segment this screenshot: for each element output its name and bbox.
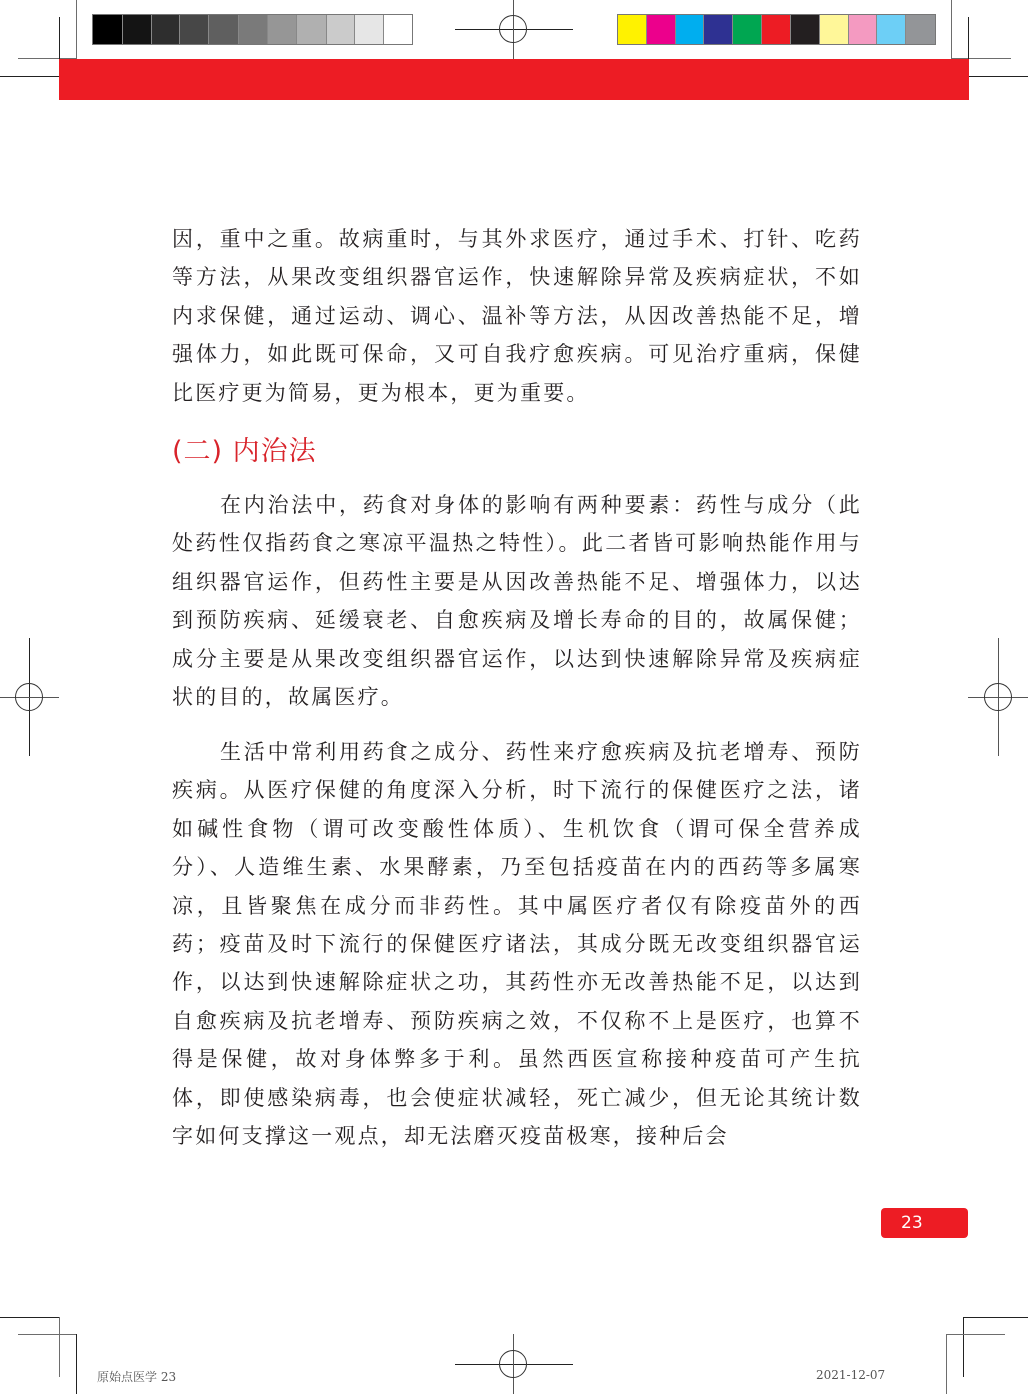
section-heading: (二) 内治法	[172, 436, 317, 467]
registration-mark-left-circle	[15, 683, 43, 711]
crop-mark-bottom-left-horizontal-inner	[18, 1334, 76, 1335]
crop-mark-bottom-right-horizontal-outer	[963, 1317, 1028, 1318]
gray-swatch	[152, 15, 181, 44]
crop-mark-bottom-right-vertical-outer	[963, 1317, 964, 1377]
color-swatch-yellow	[618, 15, 647, 44]
grayscale-color-bar	[92, 14, 413, 45]
color-swatch-cyan	[676, 15, 705, 44]
paragraph-1: 在内治法中，药食对身体的影响有两种要素：药性与成分（此处药性仅指药食之寒凉平温热之特性）。此二者皆可影响热能作用与组织器官运作，但药性主要是从因改善热能不足、增强体力，以达到预防疾病、延缓衰老、自愈疾病及增长寿命的目的，故属保健；成分主要是从果改变组织器官运作，以达到快速解除异常及疾病症状的目的，故属医疗。	[172, 493, 862, 710]
paragraph-2-block	[172, 733, 862, 1155]
crop-mark-top-right-horizontal-outer	[968, 76, 1028, 77]
crop-mark-bottom-right-horizontal-inner	[946, 1334, 1005, 1335]
crop-mark-top-left-vertical-inner	[76, 0, 77, 60]
intro-paragraph-block	[172, 220, 862, 412]
gray-swatch	[297, 15, 327, 44]
color-swatch-light-yellow	[820, 15, 849, 44]
registration-mark-bottom-circle	[499, 1350, 527, 1378]
crop-mark-bottom-left-vertical-inner	[76, 1334, 77, 1394]
color-swatch-gray	[906, 15, 935, 44]
gray-swatch	[123, 15, 152, 44]
gray-swatch	[355, 15, 384, 44]
crop-mark-bottom-left-horizontal-outer	[0, 1317, 60, 1318]
gray-swatch	[268, 15, 297, 44]
gray-swatch	[384, 15, 412, 44]
cmyk-color-bar	[617, 14, 936, 45]
paragraph-1-block	[172, 486, 862, 716]
color-swatch-light-cyan	[877, 15, 906, 44]
color-swatch-pink	[849, 15, 878, 44]
gray-swatch	[209, 15, 239, 44]
crop-mark-top-right-vertical-inner	[951, 0, 952, 60]
crop-mark-bottom-left-vertical-outer	[59, 1317, 60, 1377]
page-number-badge: 23	[881, 1208, 968, 1238]
color-swatch-red	[762, 15, 791, 44]
crop-mark-bottom-right-vertical-inner	[946, 1334, 947, 1394]
gray-swatch	[239, 15, 268, 44]
color-swatch-blue	[704, 15, 733, 44]
footer-left-slug: 原始点医学 23	[97, 1370, 177, 1384]
paragraph-2: 生活中常利用药食之成分、药性来疗愈疾病及抗老增寿、预防疾病。从医疗保健的角度深入分析，时下流行的保健医疗之法，诸如碱性食物（谓可改变酸性体质）、生机饮食（谓可保全营养成分）、人造维生素、水果酵素，乃至包括疫苗在内的西药等多属寒凉，且皆聚焦在成分而非药性。其中属医疗者仅有除疫苗外的西药；疫苗及时下流行的保健医疗诸法，其成分既无改变组织器官运作，以达到快速解除症状之功，其药性亦无改善热能不足，以达到自愈疾病及抗老增寿、预防疾病之效，不仅称不上是医疗，也算不得是保健，故对身体弊多于利。虽然西医宣称接种疫苗可产生抗体，即使感染病毒，也会使症状减轻，死亡减少，但无论其统计数字如何支撑这一观点，却无法磨灭疫苗极寒，接种后会	[172, 740, 862, 1149]
gray-swatch	[180, 15, 209, 44]
color-swatch-magenta	[647, 15, 676, 44]
registration-mark-top-circle	[499, 15, 527, 43]
registration-mark-right-circle	[984, 683, 1012, 711]
gray-swatch	[93, 15, 123, 44]
header-red-bar	[59, 59, 969, 100]
crop-mark-top-left-horizontal-outer	[0, 76, 60, 77]
color-swatch-green	[733, 15, 762, 44]
footer-date: 2021-12-07	[816, 1368, 886, 1382]
gray-swatch	[327, 15, 356, 44]
intro-paragraph: 因，重中之重。故病重时，与其外求医疗，通过手术、打针、吃药等方法，从果改变组织器官运作，快速解除异常及疾病症状，不如内求保健，通过运动、调心、温补等方法，从因改善热能不足，增强体力，如此既可保命，又可自我疗愈疾病。可见治疗重病，保健比医疗更为简易，更为根本，更为重要。	[172, 227, 862, 405]
color-swatch-black	[791, 15, 820, 44]
